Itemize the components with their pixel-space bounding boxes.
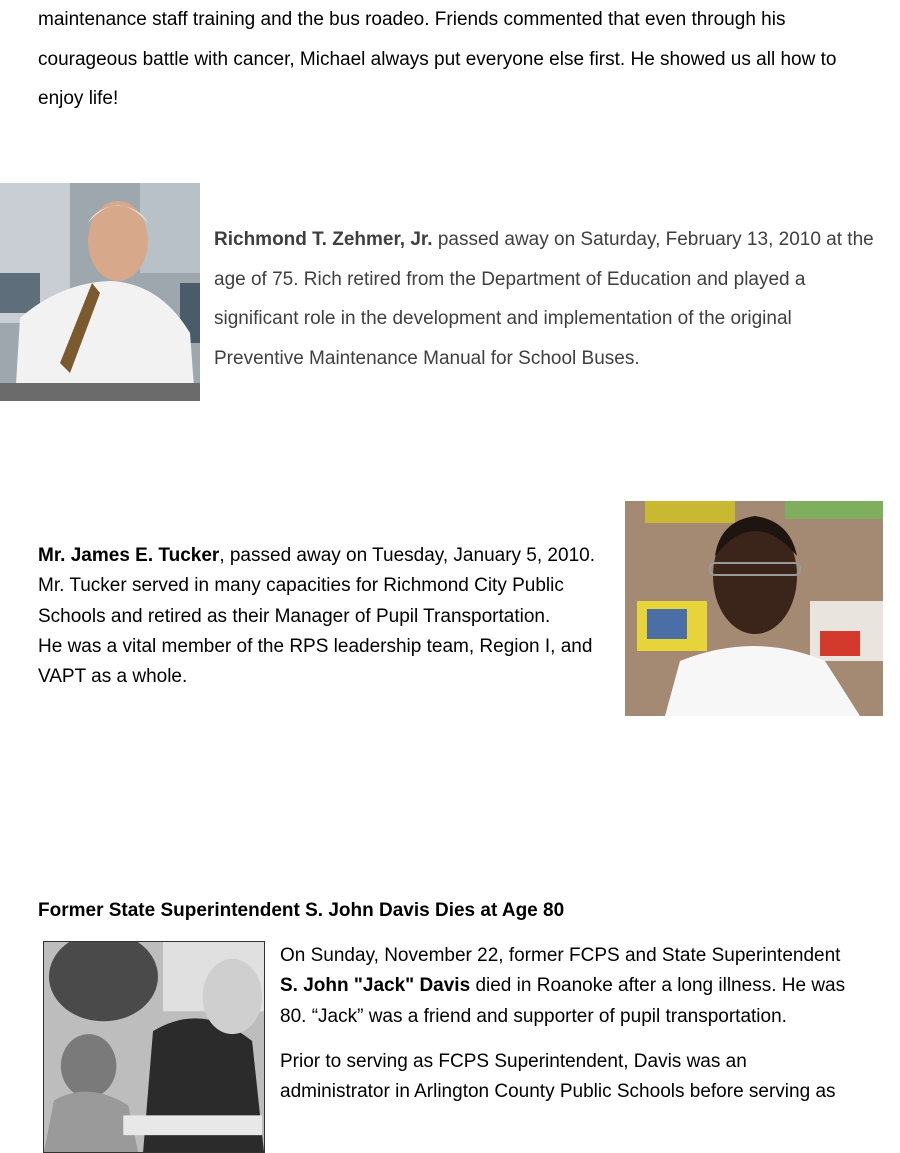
tucker-photo <box>625 501 883 716</box>
zehmer-paragraph <box>214 220 879 378</box>
davis-p1-line-3: 80. “Jack” was a friend and supporter of pupil transportation. <box>280 1005 787 1027</box>
davis-photo <box>43 941 265 1153</box>
tucker-paragraph <box>38 541 638 692</box>
tucker-line-5: VAPT as a whole. <box>38 666 188 688</box>
tucker-line-2: Mr. Tucker served in many capacities for Richmond City Public <box>38 575 564 597</box>
tucker-line-4: He was a vital member of the RPS leadership team, Region I, and <box>38 635 593 657</box>
tucker-line-1-rest: , passed away on Tuesday, January 5, 2010. <box>219 545 595 566</box>
tucker-line-3: Schools and retired as their Manager of Pupil Transportation. <box>38 605 551 627</box>
davis-p1-line-1: On Sunday, November 22, former FCPS and State Superintendent <box>280 945 841 966</box>
zehmer-name: Richmond T. Zehmer, Jr. <box>214 229 433 250</box>
davis-p1-line-2-rest: died in Roanoke after a long illness. He was <box>470 975 846 997</box>
zehmer-photo <box>0 183 200 401</box>
tucker-line-1 <box>38 541 638 571</box>
michael-continuation-text: maintenance staff training and the bus roadeo. Friends commented that even through his courageous battle with cancer, Michael always put everyone else first. He showed us all how to enjoy life! <box>38 9 837 109</box>
davis-p2-line-1: Prior to serving as FCPS Superintendent, Davis was an <box>280 1051 747 1072</box>
davis-headline: Former State Superintendent S. John Davis Dies at Age 80 <box>38 900 565 921</box>
tucker-name: Mr. James E. Tucker <box>38 545 220 566</box>
davis-name: S. John "Jack" Davis <box>280 975 471 997</box>
davis-p1-line-2 <box>280 971 890 1001</box>
davis-p2-line-2: administrator in Arlington County Public Schools before serving as <box>280 1081 836 1103</box>
davis-paragraph-1 <box>280 941 890 1032</box>
davis-paragraph-2 <box>280 1047 890 1108</box>
zehmer-text: passed away on Saturday, February 13, 2010 at the age of 75. Rich retired from the Department of Education and played a significant role in the development and implementation of the original Preventive Maintenance Manual for School Buses. <box>214 229 874 369</box>
